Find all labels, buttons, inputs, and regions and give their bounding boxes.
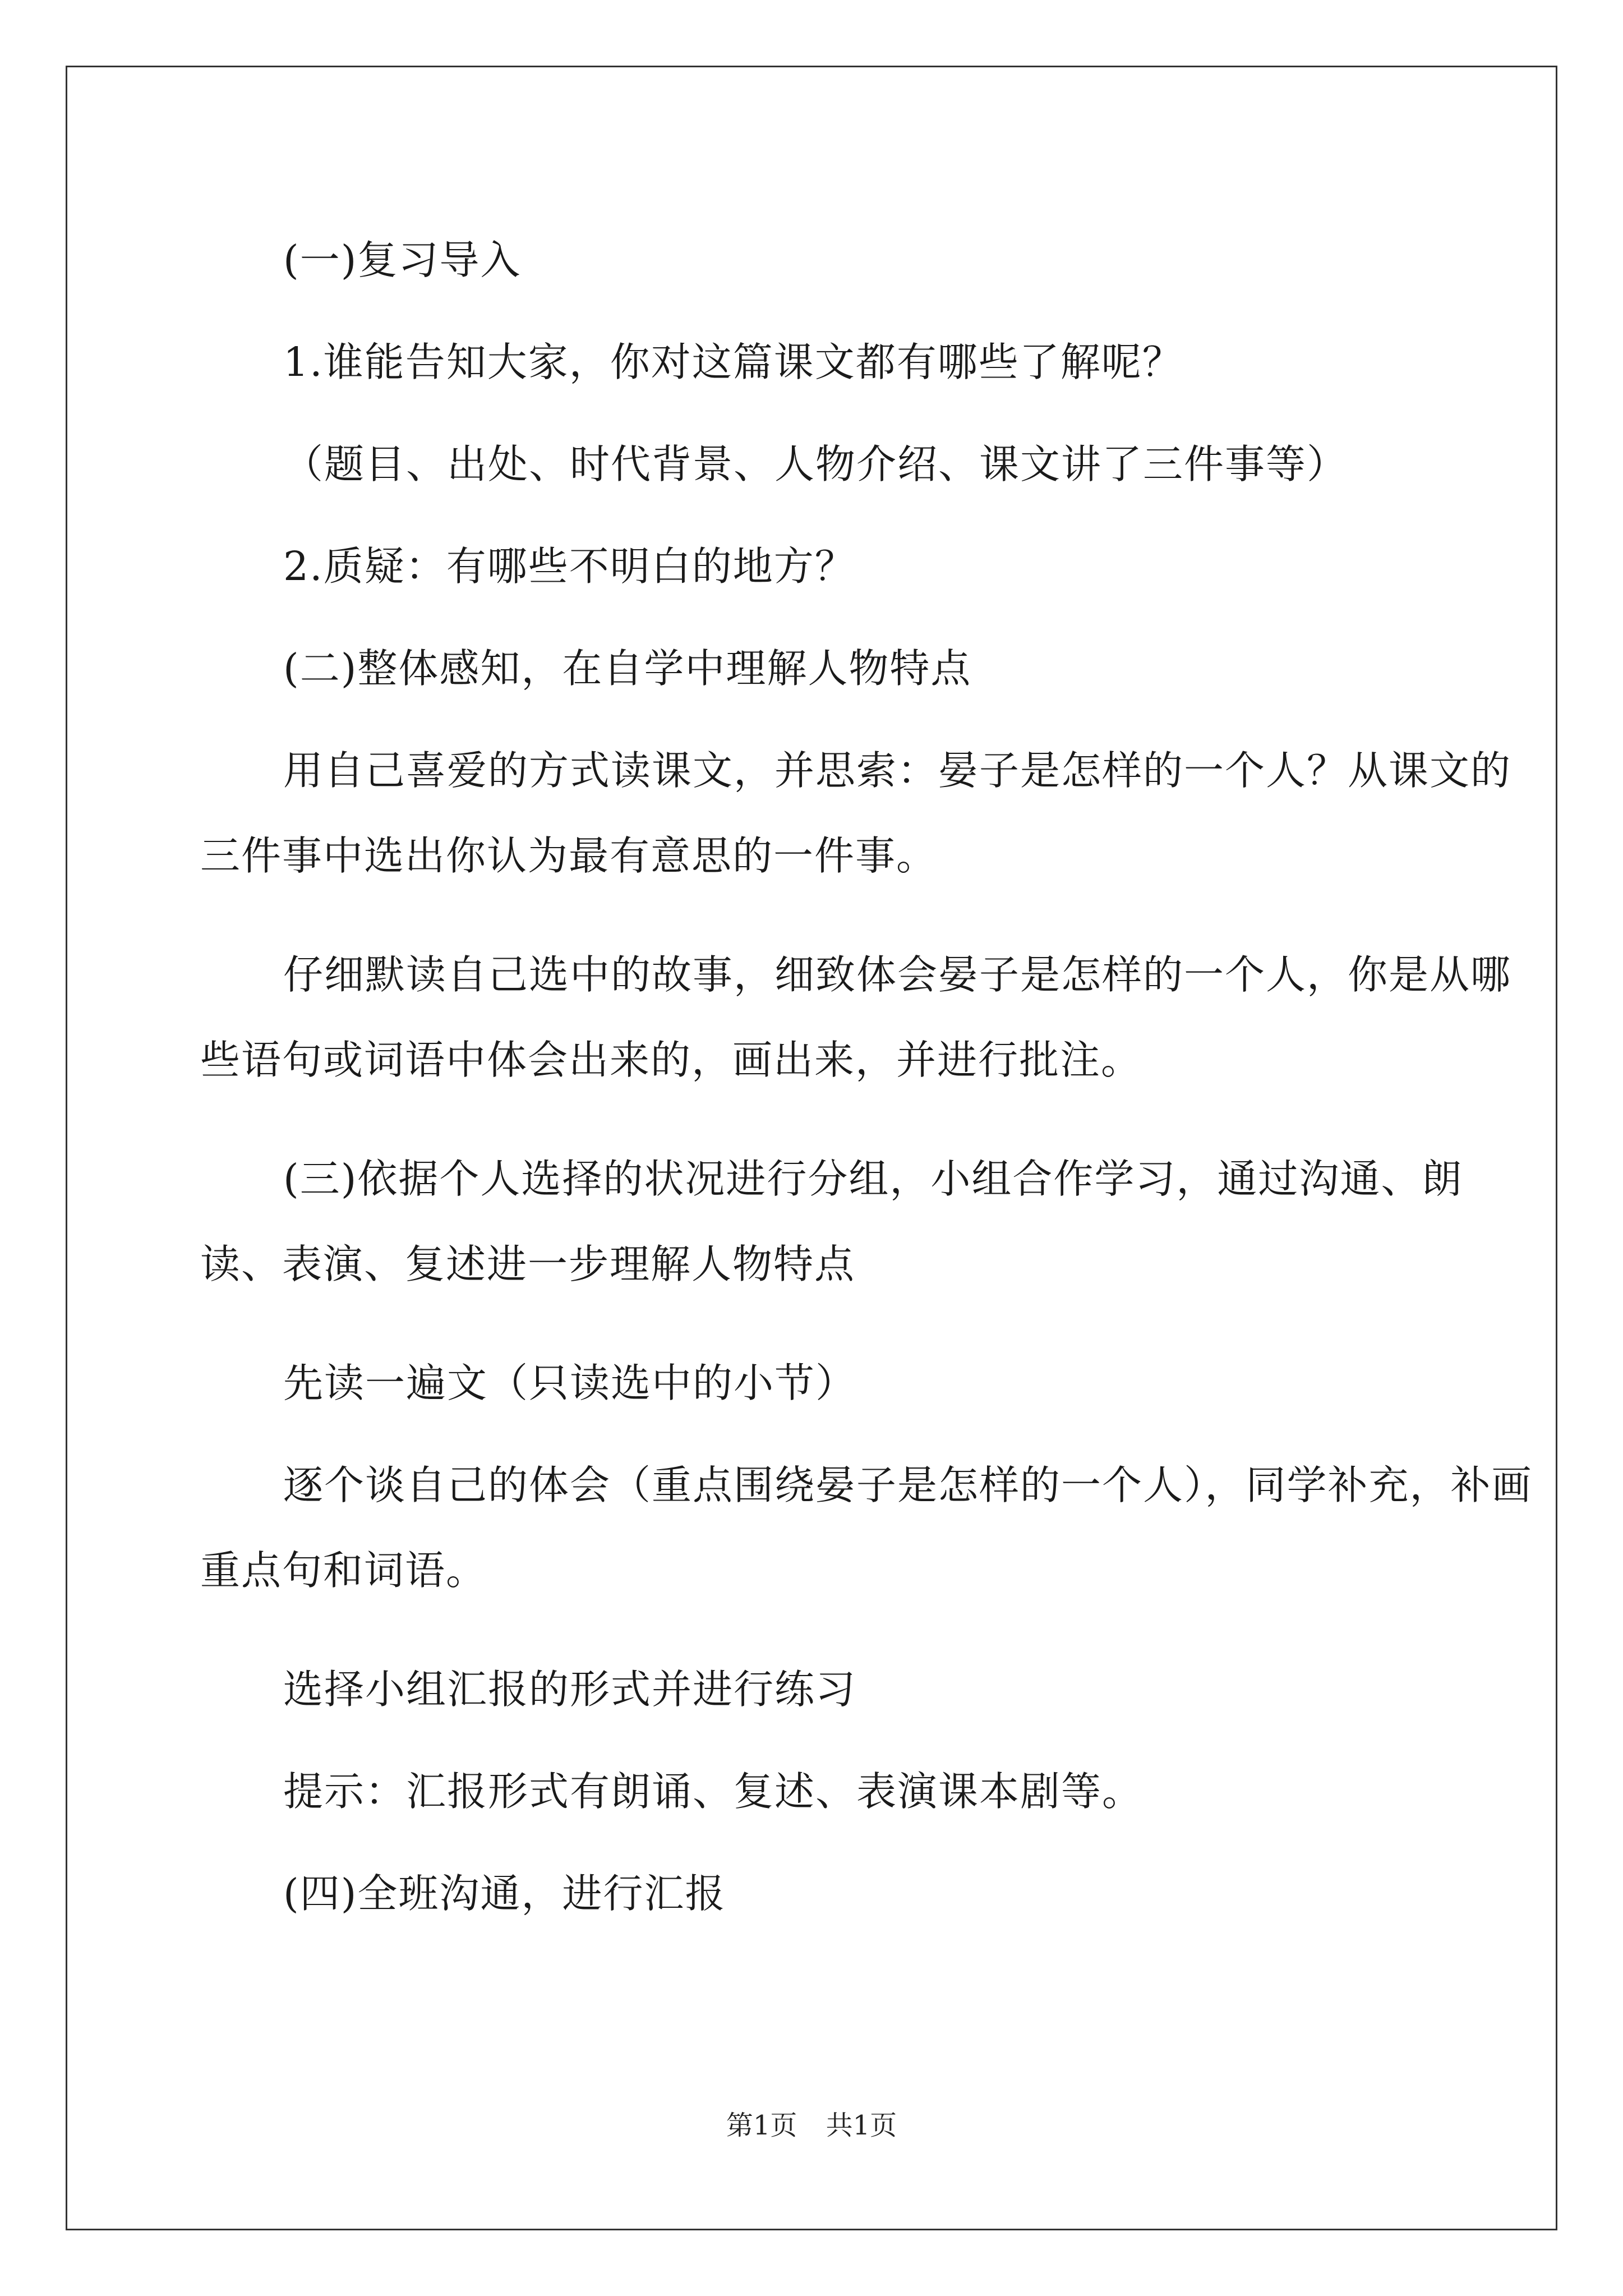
instruction-silent-read: 仔细默读自己选中的故事，细致体会晏子是怎样的一个人，你是从哪些语句或词语中体会出来的，画出来，并进行批注。: [200, 951, 1512, 1083]
section-heading-review: (一)复习导入: [283, 237, 522, 283]
question-1: 1.谁能告知大家，你对这篇课文都有哪些了解呢？: [283, 339, 1183, 385]
step-discuss: 逐个谈自己的体会（重点围绕晏子是怎样的一个人），同学补充，补画重点句和词语。: [200, 1462, 1533, 1594]
section-heading-group: (三)依据个人选择的状况进行分组，小组合作学习，通过沟通、朗读、表演、复述进一步理解人物特点: [200, 1156, 1463, 1287]
instruction-read: 用自己喜爱的方式读课文，并思索：晏子是怎样的一个人？从课文的三件事中选出你认为最有意思的一件事。: [200, 747, 1512, 879]
section-heading-overview: (二)整体感知，在自学中理解人物特点: [283, 645, 972, 692]
step-read-once: 先读一遍文（只读选中的小节）: [283, 1360, 857, 1406]
page-footer: [67, 2104, 1556, 2142]
section-heading-report: (四)全班沟通，进行汇报: [283, 1870, 726, 1917]
step-choose-form: 选择小组汇报的形式并进行练习: [283, 1666, 857, 1713]
page-frame: [66, 66, 1557, 2230]
tip-report-form: 提示：汇报形式有朗诵、复述、表演课本剧等。: [283, 1768, 1144, 1815]
question-2: 2.质疑：有哪些不明白的地方？: [283, 543, 856, 590]
answer-hint-1: （题目、出处、时代背景、人物介绍、课文讲了三件事等）: [283, 441, 1348, 487]
document-body: [67, 67, 1556, 2229]
page-total: 共1页: [826, 2110, 897, 2141]
page-current: 第1页: [726, 2110, 797, 2141]
